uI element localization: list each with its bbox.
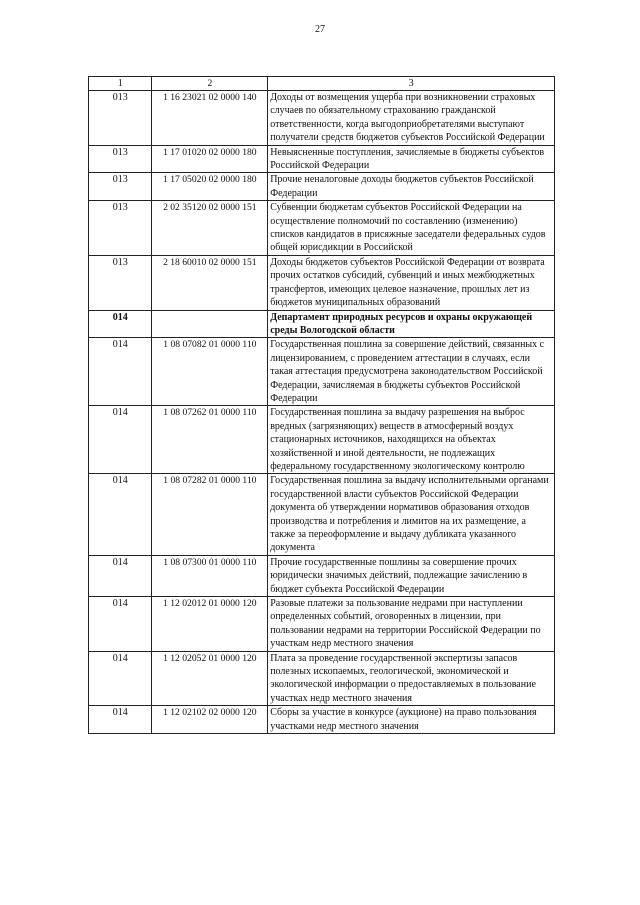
revenue-name-cell: Сборы за участие в конкурсе (аукционе) на право пользования участками недр местного значения [268,706,555,734]
table-row [89,201,555,256]
revenue-name-cell: Субвенции бюджетам субъектов Российской Федерации на осуществление полномочий по составлению (изменению) списков кандидатов в присяжные заседатели федеральных судов общей юрисдикции в Российской [268,201,555,256]
table-row [89,706,555,734]
admin-code-cell: 013 [89,145,152,173]
table-row [89,597,555,652]
admin-code-cell: 014 [89,338,152,406]
revenue-name-cell: Доходы бюджетов субъектов Российской Федерации от возврата прочих остатков субсидий, субвенций и иных межбюджетных трансфертов, имеющих целевое назначение, прошлых лет из бюджетов муниципальных образований [268,255,555,310]
table-body [89,91,555,734]
revenue-code-cell: 1 12 02012 01 0000 120 [152,597,268,652]
table-header-row [89,77,555,91]
admin-code-cell: 014 [89,555,152,596]
column-header-name: 3 [268,77,555,91]
table-row [89,555,555,596]
admin-code-cell: 014 [89,651,152,706]
admin-code-cell: 013 [89,173,152,201]
revenue-name-cell: Невыясненные поступления, зачисляемые в бюджеты субъектов Российской Федерации [268,145,555,173]
revenue-name-cell: Государственная пошлина за выдачу исполнительными органами государственной власти субъектов Российской Федерации документа об утверждении нормативов образования отходов производства и потребления и лимитов на их размещение, а также за переоформление и выдачу дубликата указанного документа [268,474,555,555]
table-row [89,145,555,173]
revenue-code-cell: 1 08 07082 01 0000 110 [152,338,268,406]
revenue-code-cell: 1 17 01020 02 0000 180 [152,145,268,173]
admin-code-cell: 014 [89,474,152,555]
revenue-code-cell: 1 08 07300 01 0000 110 [152,555,268,596]
admin-code-cell: 014 [89,310,152,338]
table-row [89,474,555,555]
admin-code-cell: 014 [89,597,152,652]
table-row [89,91,555,146]
page-number: 27 [315,24,325,35]
admin-code-cell: 013 [89,91,152,146]
revenue-name-cell: Прочие неналоговые доходы бюджетов субъектов Российской Федерации [268,173,555,201]
revenue-name-cell: Государственная пошлина за совершение действий, связанных с лицензированием, с проведением аттестации в случаях, если такая аттестация предусмотрена законодательством Российской Федерации, зачисляемая в бюджеты субъектов Российской Федерации [268,338,555,406]
column-header-admin: 1 [89,77,152,91]
revenue-name-cell: Департамент природных ресурсов и охраны окружающей среды Вологодской области [268,310,555,338]
admin-code-cell: 014 [89,406,152,474]
table-row [89,310,555,338]
table-row [89,338,555,406]
admin-code-cell: 013 [89,201,152,256]
revenue-code-cell: 1 12 02052 01 0000 120 [152,651,268,706]
revenue-codes-table [88,76,555,734]
revenue-code-cell [152,310,268,338]
revenue-code-cell: 1 08 07262 01 0000 110 [152,406,268,474]
revenue-code-cell: 1 12 02102 02 0000 120 [152,706,268,734]
table-row [89,255,555,310]
table-header [89,77,555,91]
table-row [89,651,555,706]
revenue-code-cell: 1 16 23021 02 0000 140 [152,91,268,146]
revenue-name-cell: Государственная пошлина за выдачу разрешения на выброс вредных (загрязняющих) веществ в атмосферный воздух стационарных источников, находящихся на объектах хозяйственной и иной деятельности, не подлежащих федеральному государственному экологическому контролю [268,406,555,474]
revenue-code-cell: 1 17 05020 02 0000 180 [152,173,268,201]
revenue-name-cell: Разовые платежи за пользование недрами при наступлении определенных событий, оговоренных в лицензии, при пользовании недрами на территории Российской Федерации по участкам недр местного значения [268,597,555,652]
revenue-code-cell: 2 02 35120 02 0000 151 [152,201,268,256]
revenue-name-cell: Доходы от возмещения ущерба при возникновении страховых случаев по обязательному страхованию гражданской ответственности, когда выгодоприобретателями выступают получатели средств бюджетов субъектов Российской Федерации [268,91,555,146]
table-row [89,406,555,474]
admin-code-cell: 014 [89,706,152,734]
revenue-name-cell: Плата за проведение государственной экспертизы запасов полезных ископаемых, геологической, экономической и экологической информации о предоставляемых в пользование участках недр местного значения [268,651,555,706]
admin-code-cell: 013 [89,255,152,310]
revenue-name-cell: Прочие государственные пошлины за совершение прочих юридически значимых действий, подлежащие зачислению в бюджет субъекта Российской Федерации [268,555,555,596]
table-row [89,173,555,201]
column-header-code: 2 [152,77,268,91]
revenue-code-cell: 2 18 60010 02 0000 151 [152,255,268,310]
revenue-code-cell: 1 08 07282 01 0000 110 [152,474,268,555]
